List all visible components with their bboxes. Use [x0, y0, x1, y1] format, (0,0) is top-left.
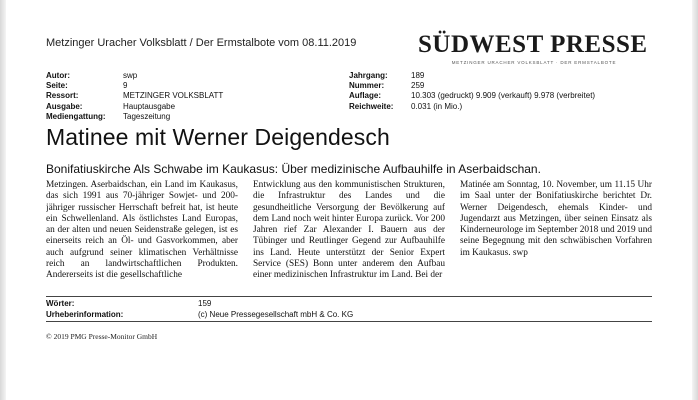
meta-row-volume: [349, 71, 595, 81]
divider-bottom: [46, 321, 652, 322]
meta-value: 10.303 (gedruckt) 9.909 (verkauft) 9.978 (verbreitet): [411, 91, 596, 101]
meta-label: Reichweite:: [349, 101, 394, 111]
meta-label: Seite:: [46, 81, 68, 91]
copyright-info-label: Urheberinformation:: [46, 310, 124, 319]
meta-row-number: [349, 81, 595, 91]
meta-label: Mediengattung:: [46, 111, 106, 121]
article-column-3: Matinée am Sonntag, 10. November, um 11.15 Uhr im Saal unter der Bonifatiuskirche berichtet Dr. Werner Deigendesch, ehemals Kinder- und Jugendarzt aus Metzingen, über seinen Einsatz als Kinderneurologe im September 2018 und 2019 und seine Begegnung mit den schwäbischen Vorfahren im Kaukasus. swp: [460, 180, 652, 258]
bottom-copyright: © 2019 PMG Presse-Monitor GmbH: [46, 332, 158, 341]
article-body: [46, 180, 652, 291]
meta-row-section: [46, 91, 223, 101]
meta-value: 0.031 (in Mio.): [411, 101, 463, 111]
logo-title: SÜDWEST PRESSE: [418, 31, 648, 58]
article-column-1: Metzingen. Aserbaidschan, ein Land im Kaukasus, das sich 1991 aus 70-jähriger Sowjet- und 200-jähriger russischer Herrschaft befreit hat, ist heute ein Schwellenland. Als östlichstes Land Europas, an der alten und neuen Seidenstraße gelegen, ist es einerseits reich an Öl- und Gasvorkommen, aber auch aufgrund seiner klimatischen Verhältnisse reich an landwirtschaftlichen Produkten. Andererseits ist die gesellschaftliche: [46, 180, 238, 280]
logo-subtitle: METZINGER URACHER VOLKSBLATT · DER ERMSTALBOTE: [451, 60, 617, 65]
meta-value: 9: [123, 81, 128, 91]
meta-row-edition: [46, 102, 223, 112]
source-line: Metzinger Uracher Volksblatt / Der Ermstalbote vom 08.11.2019: [46, 37, 357, 49]
meta-row-reach: [349, 102, 595, 112]
meta-value: Tageszeitung: [123, 111, 171, 121]
meta-value: 259: [411, 81, 425, 91]
meta-label: Nummer:: [349, 81, 385, 91]
copyright-info-value: (c) Neue Pressegesellschaft mbH & Co. KG: [198, 310, 354, 319]
divider-top: [46, 296, 652, 297]
meta-label: Auflage:: [349, 91, 381, 101]
article-column-2: Entwicklung aus den kommunistischen Strukturen, die Infrastruktur des Landes und die gesundheitliche Versorgung der Bevölkerung auf dem Land noch weit hinter Europa zurück. Vor 200 Jahren rief Zar Alexander I. Bauern aus der Tübinger und Reutlinger Gegend zur Aufbauhilfe ins Land. Heute unterstützt der Senior Expert Service (SES) Bonn unter anderem den Aufbau einer medizinischen Infrastruktur im Land. Bei der: [253, 180, 445, 280]
metadata-right: [349, 71, 595, 112]
page-frame-right: [692, 0, 698, 400]
article-headline: Matinee mit Werner Deigendesch: [46, 124, 390, 150]
meta-value: 189: [411, 71, 425, 80]
article-subheadline: Bonifatiuskirche Als Schwabe im Kaukasus: Über medizinische Aufbauhilfe in Aserbaidschan.: [46, 162, 541, 176]
meta-label: Ausgabe:: [46, 101, 83, 111]
word-count-value: 159: [198, 299, 212, 308]
meta-value: Hauptausgabe: [123, 101, 176, 111]
meta-label: Jahrgang:: [349, 71, 388, 80]
meta-row-circulation: [349, 91, 595, 101]
meta-row-media-type: [46, 112, 223, 122]
meta-value: swp: [123, 71, 138, 80]
copyright-info-row: [46, 310, 353, 319]
metadata-left: [46, 71, 223, 122]
meta-row-page: [46, 81, 223, 91]
page-frame-left: [0, 0, 6, 400]
meta-row-author: [46, 71, 223, 81]
meta-label: Ressort:: [46, 91, 79, 101]
meta-label: Autor:: [46, 71, 70, 80]
meta-value: METZINGER VOLKSBLATT: [123, 91, 224, 101]
word-count-label: Wörter:: [46, 299, 75, 308]
word-count-row: [46, 299, 211, 308]
newspaper-logo: [418, 32, 650, 65]
